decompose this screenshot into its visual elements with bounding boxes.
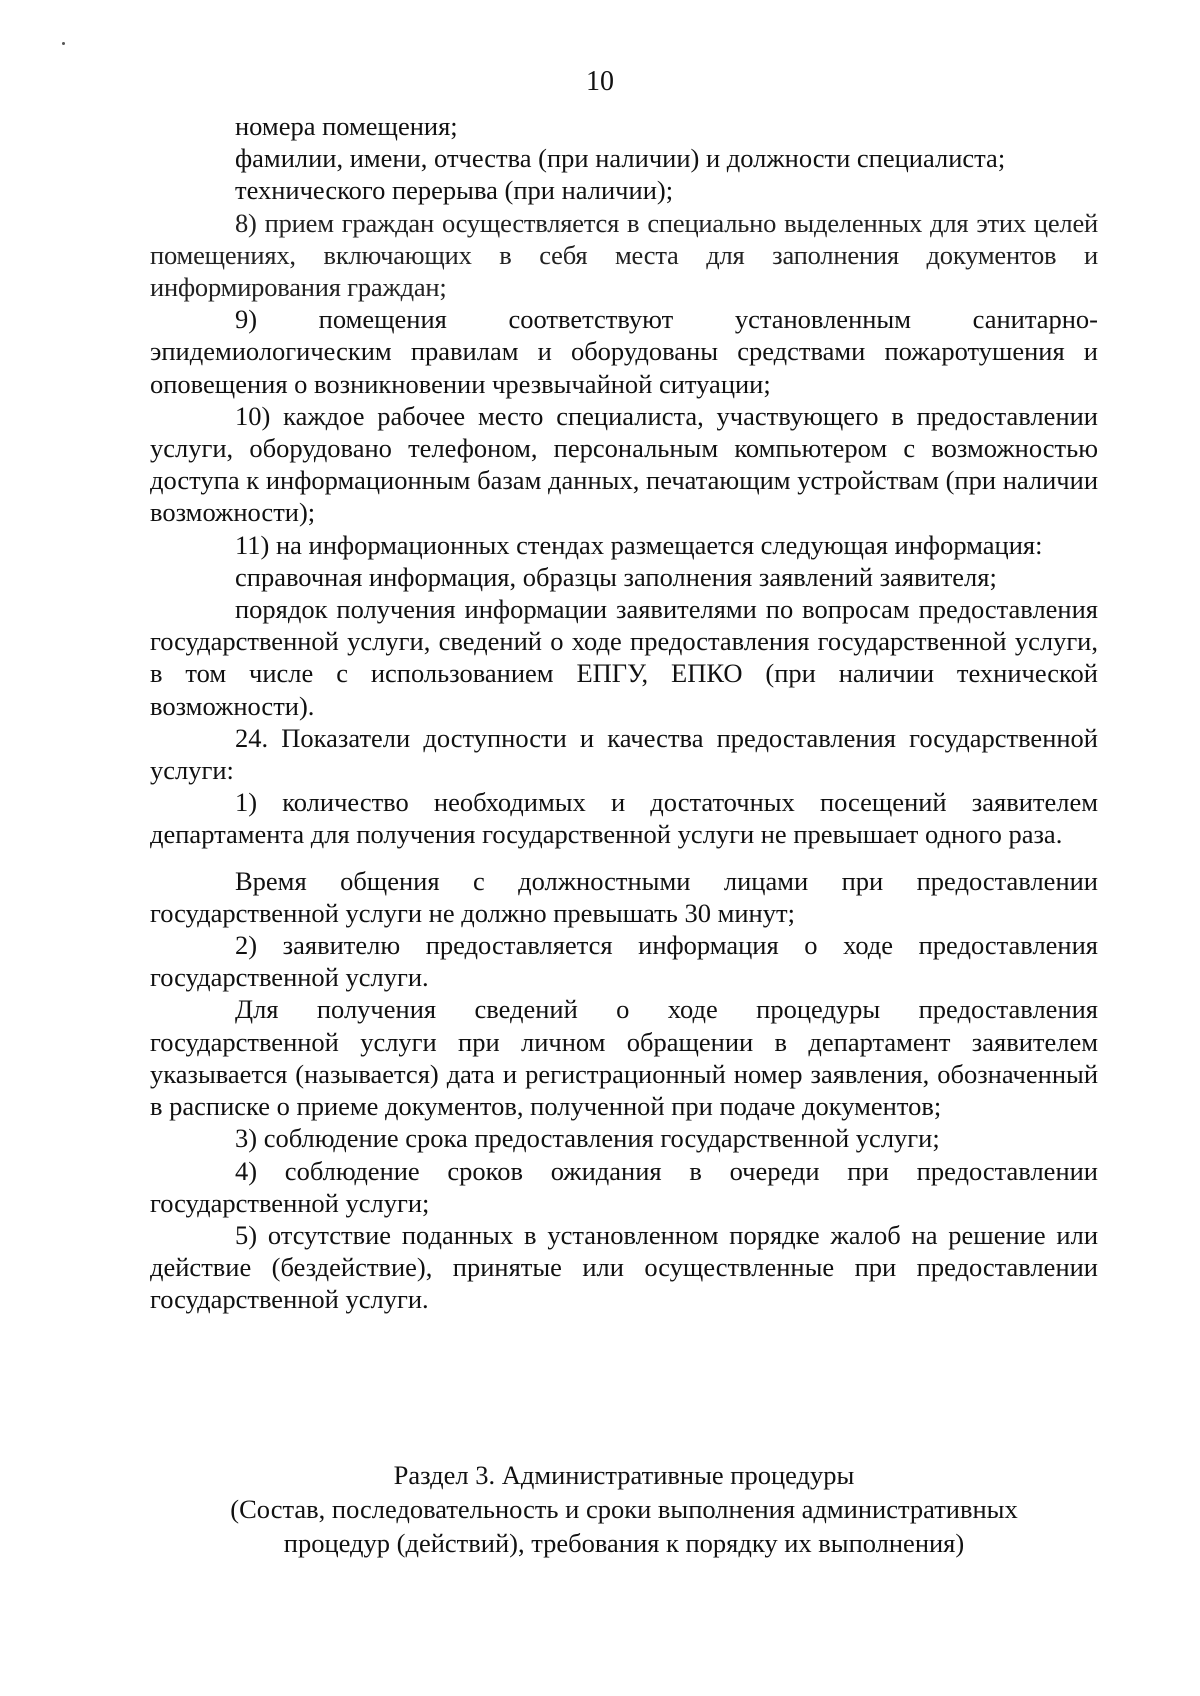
section-subtitle-line-1: (Состав, последовательность и сроки выполнения административных (230, 1494, 1018, 1524)
section-subtitle-line-2: процедур (действий), требования к порядку их выполнения) (283, 1528, 965, 1558)
paragraph-indicator-2: 2) заявителю предоставляется информация о ходе предоставления государственной услуги. (150, 930, 1098, 993)
paragraph-specialist-name: фамилии, имени, отчества (при наличии) и должности специалиста; (235, 143, 1006, 174)
paragraph-info-procedure: порядок получения информации заявителями по вопросам предоставления государственной услуги, сведений о ходе предоставления государственной услуги, в том числе с использованием ЕПГУ, ЕПКО (при наличии технической возможности). (150, 594, 1098, 721)
paragraph-indicator-1: 1) количество необходимых и достаточных посещений заявителем департамента для получения государственной услуги не превышает одного раза. (150, 787, 1098, 850)
paragraph-section-24: 24. Показатели доступности и качества предоставления государственной услуги: (150, 722, 1098, 786)
paragraph-indicator-5: 5) отсутствие поданных в установленном порядке жалоб на решение или действие (бездействие), принятые или осуществленные при предоставлении государственной услуги. (150, 1219, 1098, 1315)
paragraph-status-inquiry: Для получения сведений о ходе процедуры предоставления государственной услуги при личном обращении в департамент заявителем указывается (называется) дата и регистрационный номер заявления, обозначенный в расписке о приеме документов, полученной при подаче документов; (150, 994, 1098, 1122)
scan-speck (62, 42, 65, 45)
paragraph-indicator-4: 4) соблюдение сроков ожидания в очереди при предоставлении государственной услуги; (150, 1155, 1098, 1218)
body-text (150, 110, 1098, 1316)
paragraph-room-number: номера помещения; (235, 111, 458, 141)
page-number: 10 (586, 66, 614, 97)
paragraph-technical-break: технического перерыва (при наличии); (235, 175, 674, 206)
paragraph-item-8: 8) прием граждан осуществляется в специально выделенных для этих целей помещениях, включающих в себя места для заполнения документов и информирования граждан; (150, 207, 1098, 303)
paragraph-indicator-3: 3) соблюдение срока предоставления государственной услуги; (235, 1123, 940, 1154)
paragraph-item-10: 10) каждое рабочее место специалиста, участвующего в предоставлении услуги, оборудовано телефоном, персональным компьютером с возможностью доступа к информационным базам данных, печатающим устройствам (при наличии возможности); (150, 400, 1098, 528)
paragraph-item-9: 9) помещения соответствуют установленным санитарно-эпидемиологическим правилам и оборудованы средствами пожаротушения и оповещения о возникновении чрезвычайной ситуации; (150, 304, 1098, 399)
section-title: Раздел 3. Административные процедуры (393, 1460, 855, 1490)
section-heading (150, 1458, 1098, 1560)
paragraph-communication-time: Время общения с должностными лицами при предоставлении государственной услуги не должно превышать 30 минут; (150, 865, 1098, 928)
paragraph-reference-info: справочная информация, образцы заполнения заявлений заявителя; (235, 561, 997, 592)
paragraph-item-11: 11) на информационных стендах размещается следующая информация: (235, 529, 1043, 560)
